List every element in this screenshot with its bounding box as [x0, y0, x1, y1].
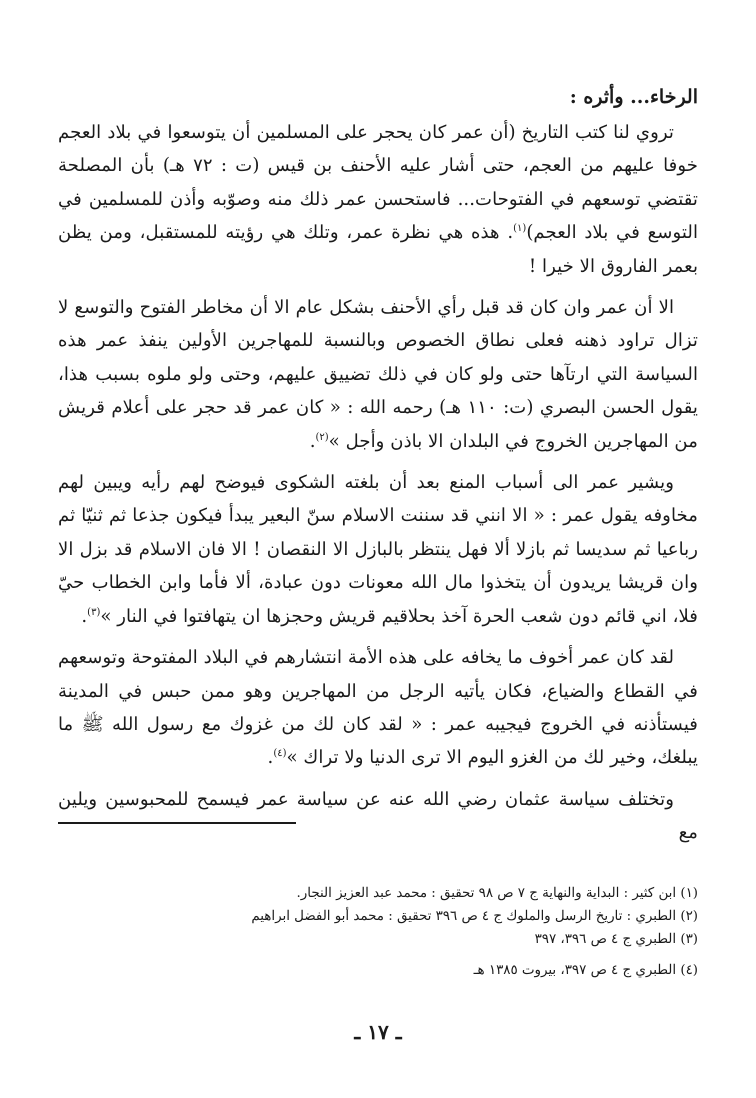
paragraph-text: ويشير عمر الى أسباب المنع بعد أن بلغته الشكوى فيوضح لهم رأيه ويبين لهم مخاوفه يقول عمر : « الا انني قد سننت الاسلام سنّ البعير يبدأ فيكون جذعا ثم ثنيّا ثم رباعيا ثم سديسا ثم بازلا ألا فهل ينتظر بالبازل الا النقصان ! الا فان الاسلام قد بزل الا وان قريشا يريدون أن يتخذوا مال الله معونات دون عبادة، ألا فأما وابن الخطاب حيّ فلا، اني قائم دون شعب الحرة آخذ بحلاقيم قريش وحجزها ان يتهافتوا في النار » — [58, 472, 698, 627]
paragraph-tail: . — [309, 430, 316, 452]
paragraph — [58, 783, 698, 850]
footnote-reference: (١) — [513, 223, 527, 235]
paragraph-text: الا أن عمر وان كان قد قبل رأي الأحنف بشكل عام الا أن مخاطر الفتوح والتوسع لا تزال تراود ذهنه فعلى نطاق الخصوص وبالنسبة للمهاجرين الأولين ينفذ عمر هذه السياسة التي ارتآها حتى ولو كان في ذلك تضييق عليهم، وحتى ولو ملوه بسبب هذا، يقول الحسن البصري (ت: ١١٠ هـ) رحمه الله : « كان عمر قد حجر على أعلام قريش من المهاجرين الخروج في البلدان الا باذن وأجل » — [58, 297, 698, 452]
footnote-divider — [58, 822, 296, 824]
footnote: (٤) الطبري ج ٤ ص ٣٩٧، بيروت ١٣٨٥ هـ — [473, 963, 698, 978]
footnote: (١) ابن كثير : البداية والنهاية ج ٧ ص ٩٨ تحقيق : محمد عبد العزيز النجار. — [296, 886, 698, 901]
paragraph-tail: . هذه هي نظرة عمر، وتلك هي رؤيته للمستقبل، ومن يظن بعمر الفاروق الا خيرا ! — [58, 222, 698, 277]
paragraph-tail: . — [267, 747, 274, 769]
paragraph-text: وتختلف سياسة عثمان رضي الله عنه عن سياسة عمر فيسمح للمحبوسين ويلين مع — [58, 788, 698, 844]
paragraph — [58, 641, 698, 775]
paragraph — [58, 116, 698, 283]
footnotes — [58, 882, 698, 982]
footnote-reference: (٢) — [315, 431, 329, 443]
footnote: (٣) الطبري ج ٤ ص ٣٩٦، ٣٩٧ — [534, 932, 698, 947]
paragraph-text: لقد كان عمر أخوف ما يخافه على هذه الأمة انتشارهم في البلاد المفتوحة وتوسعهم في القطاع والضياع، فكان يأتيه الرجل من المهاجرين وهو ممن حبس في المدينة فيستأذنه في الخروج فيجيبه عمر : « لقد كان لك من غزوك مع رسول الله ﷺ ما يبلغك، وخير لك من الغزو اليوم الا ترى الدنيا ولا تراك » — [58, 647, 698, 769]
page-number: ـ ١٧ ـ — [354, 1020, 402, 1044]
body-text — [58, 116, 698, 858]
section-heading: الرخاء... وأثره : — [569, 86, 698, 108]
footnote-reference: (٣) — [87, 606, 101, 618]
paragraph-tail: . — [81, 605, 88, 627]
paragraph — [58, 466, 698, 633]
paragraph — [58, 291, 698, 458]
footnote: (٢) الطبري : تاريخ الرسل والملوك ج ٤ ص ٣٩٦ تحقيق : محمد أبو الفضل ابراهيم — [251, 909, 698, 924]
footnote-reference: (٤) — [273, 748, 287, 760]
paragraph-text: تروي لنا كتب التاريخ (أن عمر كان يحجر على المسلمين أن يتوسعوا في بلاد العجم خوفا عليهم من العجم، حتى أشار عليه الأحنف بن قيس (ت : ٧٢ هـ) بأن المصلحة تقتضي توسعهم في الفتوحات... فاستحسن عمر ذلك منه وصوّبه وأذن للمسلمين في التوسع في بلاد العجم) — [58, 122, 698, 244]
